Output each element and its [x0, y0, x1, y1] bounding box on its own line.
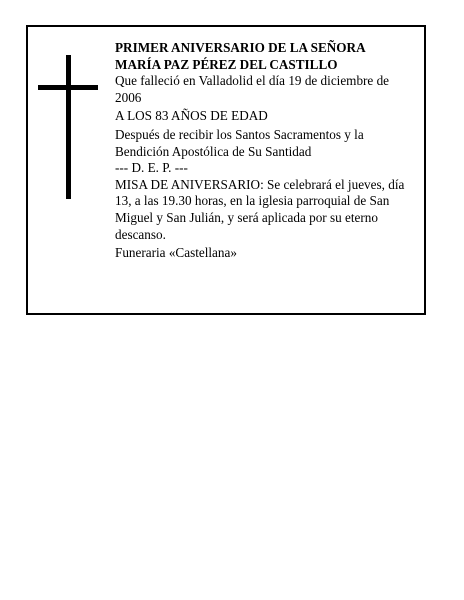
- latin-cross-icon: [38, 55, 98, 199]
- age-line: A LOS 83 AÑOS DE EDAD: [115, 108, 268, 124]
- mass-announcement: MISA DE ANIVERSARIO: Se celebrará el jueves, día 13, a las 19.30 horas, en la iglesia parroquial de San Miguel y San Julián, y será aplicada por su eterno descanso.: [115, 176, 405, 242]
- cross-horizontal-bar: [38, 85, 98, 90]
- obituary-notice-frame: [26, 25, 426, 315]
- sacraments-line: Después de recibir los Santos Sacramentos y la Bendición Apostólica de Su Santidad: [115, 126, 364, 159]
- obituary-text-block: [115, 40, 415, 262]
- cross-vertical-bar: [66, 55, 71, 199]
- heading-line-1: PRIMER ANIVERSARIO DE LA SEÑORA: [115, 40, 366, 55]
- death-info: Que falleció en Valladolid el día 19 de diciembre de 2006: [115, 73, 390, 105]
- funeral-home: Funeraria «Castellana»: [115, 245, 237, 261]
- rip-line: --- D. E. P. ---: [115, 160, 188, 176]
- deceased-name: MARÍA PAZ PÉREZ DEL CASTILLO: [115, 56, 338, 72]
